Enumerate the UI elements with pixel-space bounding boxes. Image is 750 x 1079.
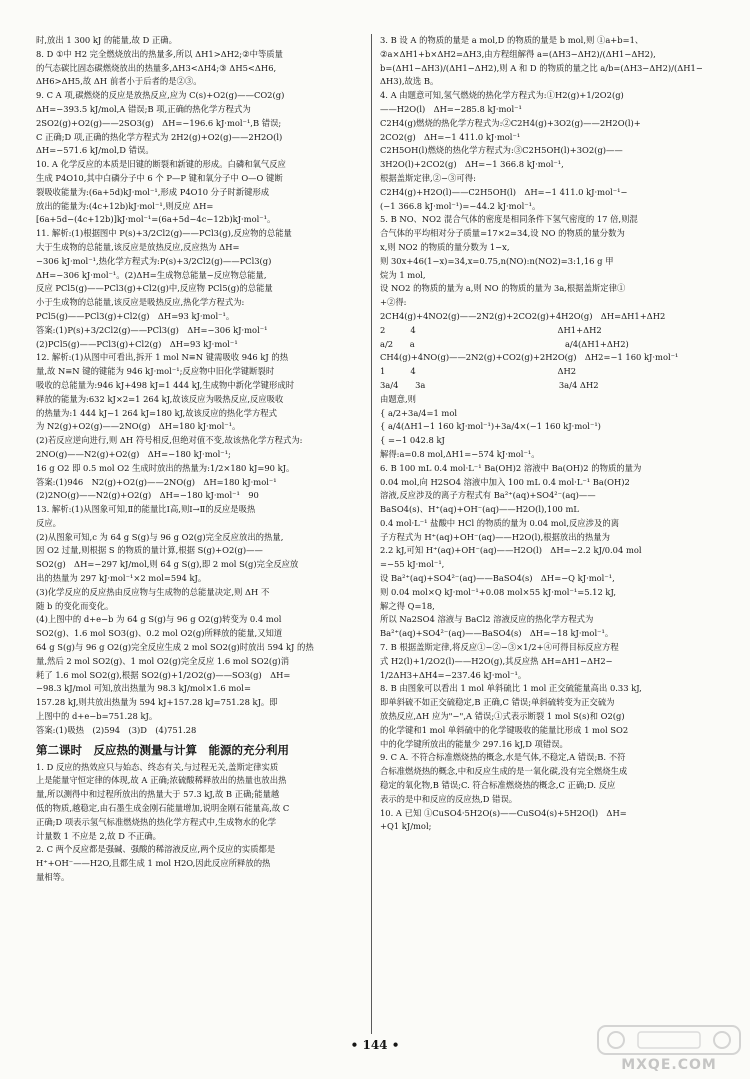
text-line: 10. A 已知 ①CuSO4·5H2O(s)——CuSO4(s)+5H2O(l) ΔH= [380,807,627,818]
text-line: C 正确;D 项,正确的热化学方程式为 2H2(g)+O2(g)——2H2O(l) [36,131,283,142]
text-line: 时,放出 1 300 kJ 的能量,故 D 正确。 [36,35,177,45]
right-answer-lines [380,34,720,834]
text-line: 表示的是中和反应的反应热,D 错误。 [380,793,518,804]
text-line: 溶液,反应涉及的离子方程式有 Ba²⁺(aq)+SO4²⁻(aq)—— [380,490,596,501]
text-line: PCl5(g)——PCl3(g)+Cl2(g) ΔH=93 kJ·mol⁻¹。 [36,310,235,321]
page-number: • 144 • [350,1038,400,1052]
text-line: H⁺+OH⁻——H2O,且都生成 1 mol H2O,因此反应所释放的热 [36,858,271,869]
text-line: 量,故 N≡N 键的键能为 946 kJ·mol⁻¹;反应物中旧化学键断裂时 [36,366,275,377]
text-line: 2SO2(g)+O2(g)——2SO3(g) ΔH=−196.6 kJ·mol⁻¹,B 错误; [36,117,282,128]
text-line: ——H2O(l) ΔH=−285.8 kJ·mol⁻¹ [380,103,522,114]
text-line: 上是能量守恒定律的体现,故 A 正确;浓硫酸稀释放出的热量也放出热 [36,775,287,786]
text-line: 由题意,则 [380,393,417,404]
text-line: 0.4 mol·L⁻¹ 盐酸中 HCl 的物质的量为 0.04 mol,反应涉及的离 [380,517,620,528]
text-line: (2)PCl5(g)——PCl3(g)+Cl2(g) ΔH=93 kJ·mol⁻¹ [36,338,238,349]
text-line: 因 O2 过量,则根据 S 的物质的量计算,根据 S(g)+O2(g)—— [36,545,263,556]
text-line: 设 NO2 的物质的量为 a,则 NO 的物质的量为 3a,根据盖斯定律① [380,283,626,294]
text-line: 合标准燃烧热的概念,中和反应生成的是一氧化碳,没有完全燃烧生成 [380,766,628,777]
text-line: 大于生成物的总能量,该反应是放热反应,反应热为 ΔH= [36,241,240,252]
text-line: 生成 P4O10,其中白磷分子中 6 个 P—P 键和氧分子中 O—O 键断 [36,172,283,183]
text-line: ΔH=−393.5 kJ/mol,A 错误;B 项,正确的热化学方程式为 [36,103,251,114]
text-line: 随 b 的变化而变化。 [36,600,114,611]
text-line: 64 g S(g)与 96 g O2(g)完全反应生成 2 mol SO2(g)时放出 594 kJ 的热 [36,642,314,653]
text-line: 上图中的 d+e−b=751.28 kJ。 [36,711,158,722]
text-line: 3H2O(l)+2CO2(g) ΔH=−1 366.8 kJ·mol⁻¹, [380,159,564,170]
text-line: 3. B 设 A 的物质的量是 a mol,D 的物质的量是 b mol,则 ①a+b=1、 [380,35,644,45]
watermark-seal-icon [594,1023,744,1057]
text-line: +②得: [380,297,407,308]
text-line: 耗了 1.6 mol SO2(g),根据 SO2(g)+1/2O2(g)——SO3(g) ΔH= [36,669,291,680]
text-line: 6. B 100 mL 0.4 mol·L⁻¹ Ba(OH)2 溶液中 Ba(OH)2 的物质的量为 [380,462,642,473]
text-line: (−1 366.8 kJ·mol⁻¹)=−44.2 kJ·mol⁻¹。 [380,200,541,211]
text-line: 放出的能量为:(4c+12b)kJ·mol⁻¹,则反应 ΔH= [36,200,214,211]
text-line: SO2(g) ΔH=−297 kJ/mol,则 64 g S(g),即 2 mol S(g)完全反应放 [36,559,299,570]
text-line: 释放的能量为:632 kJ×2=1 264 kJ,故该反应为吸热反应,反应吸收 [36,393,284,404]
text-line: 根据盖斯定律,②−③可得: [380,172,476,183]
text-line: 1/2ΔH3+ΔH4=−237.46 kJ·mol⁻¹。 [380,669,527,680]
text-line: (2)若反应逆向进行,则 ΔH 符号相反,但绝对值不变,故该热化学方程式为: [36,435,303,446]
text-line: C2H5OH(l)燃烧的热化学方程式为:③C2H5OH(l)+3O2(g)—— [380,145,623,156]
text-line: 则 30x+46(1−x)=34,x=0.75,n(NO):n(NO2)=3:1,16 g 甲 [380,255,614,266]
watermark-url: MXQE.COM [621,1057,717,1073]
text-line: 2 4 ΔH1+ΔH2 [380,324,602,335]
left-answer-lines [36,34,362,738]
text-line: 合气体的平均相对分子质量=17×2=34,设 NO 的物质的量分数为 [380,228,625,239]
text-line: ΔH=−306 kJ·mol⁻¹。(2)ΔH=生成物总能量−反应物总能量, [36,269,267,280]
text-line: 正确;D 项表示氢气标准燃烧热的热化学方程式中,生成物水的化学 [36,816,277,827]
left-column [36,34,362,1039]
text-line: SO2(g)、1.6 mol SO3(g)、0.2 mol O2(g)所释放的能量,又知道 [36,628,283,639]
text-line: 2CO2(g) ΔH=−1 411.0 kJ·mol⁻¹ [380,131,521,142]
text-line: 量,然后 2 mol SO2(g)、1 mol O2(g)完全反应 1.6 mol SO2(g)消 [36,655,290,666]
text-line: 2. C 两个反应都是强碱、强酸的稀溶液反应,两个反应的实质都是 [36,844,276,855]
text-line: { a/2+3a/4=1 mol [380,407,458,418]
text-line: 设 Ba²⁺(aq)+SO4²⁻(aq)——BaSO4(s) ΔH=−Q kJ·mol⁻¹, [380,573,615,584]
text-line: (2)从图象可知,c 为 64 g S(g)与 96 g O2(g)完全反应放出的热量, [36,531,284,542]
text-line: 解之得 Q=18, [380,600,435,611]
text-line: 1. D 反应的热效应只与始态、终态有关,与过程无关,盖斯定律实质 [36,761,279,772]
text-line: 8. B 由图象可以看出 1 mol 单斜硫比 1 mol 正交硫能量高出 0.33 kJ, [380,683,642,694]
text-line: 9. C A 项,碳燃烧的反应是放热反应,应为 C(s)+O2(g)——CO2(g) [36,90,285,101]
text-line: 解得:a=0.8 mol,ΔH1=−574 kJ·mol⁻¹。 [380,448,540,459]
text-line: { a/4(ΔH1−1 160 kJ·mol⁻¹)+3a/4×(−1 160 kJ·mol⁻¹) [380,421,601,432]
text-line: −306 kJ·mol⁻¹,热化学方程式为:P(s)+3/2Cl2(g)——PCl3(g) [36,255,272,266]
text-line: b=(ΔH1−ΔH3)/(ΔH1−ΔH2),则 A 和 D 的物质的量之比 a/b=(ΔH3−ΔH2)/(ΔH1− [380,62,703,73]
text-line: 5. B NO、NO2 混合气体的密度是相同条件下氢气密度的 17 倍,则混 [380,214,638,225]
right-column [380,34,720,1039]
text-line: a/2 a a/4(ΔH1+ΔH2) [380,338,629,349]
text-line: 计量数 1 不应是 2,故 D 不正确。 [36,830,162,841]
text-line: 反应 PCl5(g)——PCl3(g)+Cl2(g)中,反应物 PCl5(g)的总能量 [36,283,273,294]
text-line: 中的化学键所放出的能量少 297.16 kJ,D 项错误。 [380,738,568,749]
text-line: 量相等。 [36,872,70,883]
text-line: 即单斜硫不如正交硫稳定,B 正确,C 错误;单斜硫转变为正交硫为 [380,697,615,708]
text-line: 0.04 mol,向 H2SO4 溶液中加入 100 mL 0.4 mol·L⁻¹ Ba(OH)2 [380,476,630,487]
text-line: CH4(g)+4NO(g)——2N2(g)+CO2(g)+2H2O(g) ΔH2=−1 160 kJ·mol⁻¹ [380,352,679,363]
text-line: −98.3 kJ/mol 可知,放出热量为 98.3 kJ/mol×1.6 mol= [36,683,251,694]
text-line: 10. A 化学反应的本质是旧键的断裂和新键的形成。白磷和氧气反应 [36,159,286,170]
text-line: 3a/4 3a 3a/4 ΔH2 [380,379,599,390]
text-line: ②a×ΔH1+b×ΔH2=ΔH3,由方程组解得 a=(ΔH3−ΔH2)/(ΔH1−ΔH2), [380,48,656,59]
section-heading: 第二课时 反应热的测量与计算 能源的充分利用 [36,742,289,757]
text-line: 9. C A. 不符合标准燃烧热的概念,水是气体,不稳定,A 错误;B. 不符 [380,752,626,763]
text-line: 反应。 [36,517,62,528]
text-line: 所以 Na2SO4 溶液与 BaCl2 溶液反应的热化学方程式为 [380,614,594,625]
text-line: 2CH4(g)+4NO2(g)——2N2(g)+2CO2(g)+4H2O(g) ΔH=ΔH1+ΔH2 [380,310,666,321]
text-line: 则 0.04 mol×Q kJ·mol⁻¹+0.08 mol×55 kJ·mol⁻¹=5.12 kJ, [380,586,616,597]
text-line: 11. 解析:(1)根据图中 P(s)+3/2Cl2(g)——PCl3(g),反应物的总能量 [36,228,292,239]
text-line: (3)化学反应的反应热由反应物与生成物的总能量决定,则 ΔH 不 [36,586,270,597]
text-line: 放热反应,ΔH 应为"−",A 错误;①式表示断裂 1 mol S(s)和 O2(g) [380,711,625,722]
text-line: 2NO(g)——N2(g)+O2(g) ΔH=−180 kJ·mol⁻¹; [36,448,231,459]
text-line: Ba²⁺(aq)+SO4²⁻(aq)——BaSO4(s) ΔH=−18 kJ·mol⁻¹。 [380,628,614,639]
text-line: 低的物质,越稳定,由石墨生成金刚石能量增加,说明金刚石能量高,故 C [36,803,290,814]
column-divider [371,34,372,1034]
text-line: 为 N2(g)+O2(g)——2NO(g) ΔH=180 kJ·mol⁻¹。 [36,421,241,432]
text-line: =−55 kJ·mol⁻¹, [380,559,445,570]
text-line: 1 4 ΔH2 [380,366,577,377]
text-line: 答案:(1)吸热 (2)594 (3)D (4)751.28 [36,724,197,735]
text-line: 12. 解析:(1)从图中可看出,拆开 1 mol N≡N 键需吸收 946 kJ 的热 [36,352,289,363]
text-line: C2H4(g)燃烧的热化学方程式为:②C2H4(g)+3O2(g)——2H2O(l)+ [380,117,641,128]
left-answer-lines-after-heading [36,761,362,885]
text-line: 裂吸收能量为:(6a+5d)kJ·mol⁻¹,形成 P4O10 分子时新键形成 [36,186,270,197]
text-line: x,则 NO2 的物质的量分数为 1−x, [380,241,510,252]
text-line: 小于生成物的总能量,该反应是吸热反应,热化学方程式为: [36,297,245,308]
text-line: 的热量为:1 444 kJ−1 264 kJ=180 kJ,故该反应的热化学方程式 [36,407,277,418]
text-line: 2.2 kJ,可知 H⁺(aq)+OH⁻(aq)——H2O(l) ΔH=−2.2 kJ/0.04 mol [380,545,642,556]
text-line: 4. A 由题意可知,氢气燃烧的热化学方程式为:①H2(g)+1/2O2(g) [380,90,624,101]
text-line: { =−1 042.8 kJ [380,435,445,446]
text-line: BaSO4(s)、H⁺(aq)+OH⁻(aq)——H2O(l),100 mL [380,504,579,515]
text-line: [6a+5d−(4c+12b)]kJ·mol⁻¹=(6a+5d−4c−12b)kJ·mol⁻¹。 [36,214,276,225]
text-line: 13. 解析:(1)从图象可知,Ⅱ的能量比Ⅰ高,则Ⅰ→Ⅱ的反应是吸热 [36,504,256,515]
watermark-logo [594,1023,744,1075]
text-line: 的化学键和1 mol 单斜硫中的化学键吸收的能量比形成 1 mol SO2 [380,724,629,735]
text-line: 出的热量为 297 kJ·mol⁻¹×2 mol=594 kJ。 [36,573,207,584]
text-line: 答案:(1)P(s)+3/2Cl2(g)——PCl3(g) ΔH=−306 kJ·mol⁻¹ [36,324,268,335]
text-line: C2H4(g)+H2O(l)——C2H5OH(l) ΔH=−1 411.0 kJ·mol⁻¹− [380,186,628,197]
text-line: ΔH6>ΔH5,故 ΔH 前者小于后者的是②③。 [36,76,202,87]
text-line: 7. B 根据盖斯定律,将反应①−②−③×1/2+④可得目标反应方程 [380,642,619,653]
text-line: 子方程式为 H⁺(aq)+OH⁻(aq)——H2O(l),根据放出的热量为 [380,531,610,542]
text-line: 答案:(1)946 N2(g)+O2(g)——2NO(g) ΔH=180 kJ·mol⁻¹ [36,476,277,487]
text-line: 吸收的总能量为:946 kJ+498 kJ=1 444 kJ,生成物中新化学键形成时 [36,379,295,390]
text-line: (4)上图中的 d+e−b 为 64 g S(g)与 96 g O2(g)转变为 0.4 mol [36,614,282,625]
text-line: ΔH3),故选 B。 [380,76,439,87]
text-line: (2)2NO(g)——N2(g)+O2(g) ΔH=−180 kJ·mol⁻¹ 90 [36,490,259,501]
text-line: 16 g O2 即 0.5 mol O2 生成时放出的热量为:1/2×180 kJ=90 kJ。 [36,462,295,473]
text-line: ΔH=−571.6 kJ/mol,D 错误。 [36,145,154,156]
text-line: 烷为 1 mol, [380,269,426,280]
text-line: 稳定的氧化物,B 错误;C. 符合标准燃烧热的概念,C 正确;D. 反应 [380,780,616,791]
text-line: 157.28 kJ,则共放出热量为 594 kJ+157.28 kJ=751.28 kJ。即 [36,697,278,708]
text-line: 的气态碳比固态碳燃烧放出的热量多,ΔH3<ΔH4;③ ΔH5<ΔH6, [36,62,277,73]
text-line: 量,所以测得中和过程所放出的热量大于 57.3 kJ,故 B 正确;能量越 [36,789,280,800]
text-line: 8. D ①中 H2 完全燃烧放出的热量多,所以 ΔH1>ΔH2;②中等质量 [36,48,283,59]
text-line: +Q1 kJ/mol; [380,821,432,832]
text-line: 式 H2(l)+1/2O2(l)——H2O(g),其反应热 ΔH=ΔH1−ΔH2− [380,655,613,666]
